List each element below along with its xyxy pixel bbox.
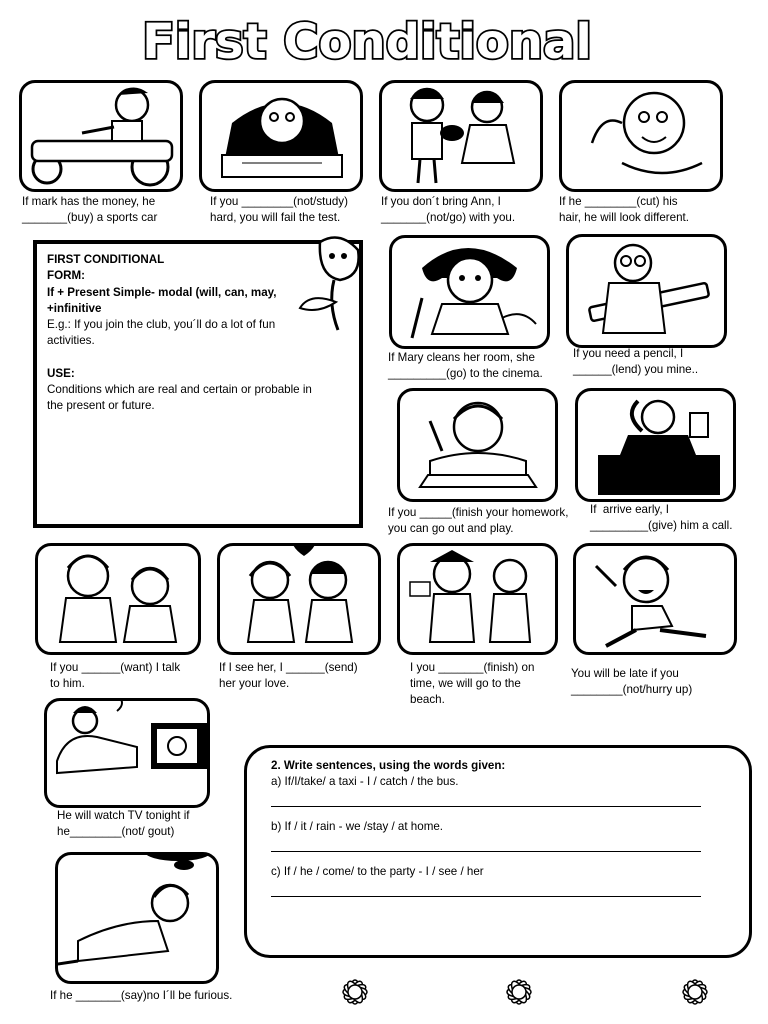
caption-8: If arrive early, I _________(give) him a call. <box>590 503 733 532</box>
student-studying-picture <box>199 80 363 192</box>
man-with-tv-icon <box>47 701 207 805</box>
man-phone-picture <box>575 388 736 502</box>
boy-homework-picture <box>397 388 558 502</box>
couple-with-hearts-icon <box>220 546 378 652</box>
bald-man-with-comb-icon <box>562 83 720 189</box>
two-kids-icon <box>38 546 198 652</box>
caption-1: If mark has the money, he _______(buy) a sports car <box>22 195 158 224</box>
caption-13: He will watch TV tonight if he________(not/ gout) <box>57 809 190 838</box>
angry-boy-picture <box>55 852 219 984</box>
boy-on-tractor-picture <box>19 80 183 192</box>
exercise-item-b: b) If / it / rain - we /stay / at home. <box>271 820 444 833</box>
caption-10: If I see her, I ______(send) her your love. <box>219 661 358 690</box>
girl-messy-room-picture <box>389 235 550 349</box>
man-haircut-picture <box>559 80 723 192</box>
example-line-2: activities. <box>47 334 95 348</box>
caption-9: If you ______(want) I talk to him. <box>50 661 181 690</box>
page-title <box>52 12 682 68</box>
example-text: If you join the club, you´ll do a lot of fun <box>70 318 276 332</box>
exercise-item-c: c) If / he / come/ to the party - I / see / her <box>271 865 484 878</box>
boys-with-papers-icon <box>400 546 555 652</box>
answer-line-a[interactable] <box>271 792 701 807</box>
caption-4: If he ________(cut) his hair, he will look different. <box>559 195 689 224</box>
boy-running-picture <box>573 543 737 655</box>
caption-5: If Mary cleans her room, she _________(go) to the cinema. <box>388 351 543 380</box>
caption-11: I you _______(finish) on time, we will go to the beach. <box>410 661 535 706</box>
caption-3: If you don´t bring Ann, I _______(not/go) with you. <box>381 195 516 224</box>
caption-12: You will be late if you ________(not/hurry up) <box>571 667 693 696</box>
form-rule-line-1: If + Present Simple- modal (will, can, may, <box>47 285 277 299</box>
boy-driving-car-icon <box>22 83 180 189</box>
daisy-flower-icon <box>672 972 718 1012</box>
boy-big-pencil-picture <box>566 234 727 348</box>
boy-with-pencil-icon <box>569 237 724 345</box>
man-on-telephone-icon <box>578 391 733 499</box>
answer-line-c[interactable] <box>271 882 701 897</box>
form-label: FORM: <box>47 269 85 283</box>
boy-reading-book-icon <box>400 391 555 499</box>
use-text-line-1: Conditions which are real and certain or probable in <box>47 383 312 397</box>
caption-2: If you ________(not/study) hard, you will fail the test. <box>210 195 348 224</box>
tired-student-icon <box>202 83 360 189</box>
tulip-icon <box>290 232 370 332</box>
answer-line-b[interactable] <box>271 837 701 852</box>
use-label: USE: <box>47 366 75 380</box>
girl-and-boy-love-picture <box>217 543 381 655</box>
two-boys-talking-picture <box>35 543 201 655</box>
form-rule-line-2: +infinitive <box>47 301 102 315</box>
caption-14: If he _______(say)no I´ll be furious. <box>50 989 233 1002</box>
grammar-heading: FIRST CONDITIONAL <box>47 253 165 266</box>
angry-boy-icon <box>58 855 216 981</box>
exercise-heading: 2. Write sentences, using the words given: <box>271 759 506 772</box>
running-boy-icon <box>576 546 734 652</box>
boys-graduation-picture <box>397 543 558 655</box>
use-text-line-2: the present or future. <box>47 399 155 413</box>
boy-and-girl-icon <box>382 83 540 189</box>
caption-6: If you need a pencil, I ______(lend) you mine.. <box>573 347 699 376</box>
exercise-box <box>244 745 752 958</box>
example-label: E.g.: <box>47 318 71 332</box>
man-watching-tv-picture <box>44 698 210 808</box>
exercise-item-a: a) If/I/take/ a taxi - I / catch / the bus. <box>271 775 459 788</box>
boy-and-girl-picture <box>379 80 543 192</box>
daisy-flower-icon <box>496 972 542 1012</box>
caption-7: If you _____(finish your homework, you can go out and play. <box>388 506 569 535</box>
girl-with-broom-icon <box>392 238 547 346</box>
daisy-flower-icon <box>332 972 378 1012</box>
page-title-text: First Conditional <box>142 14 592 68</box>
